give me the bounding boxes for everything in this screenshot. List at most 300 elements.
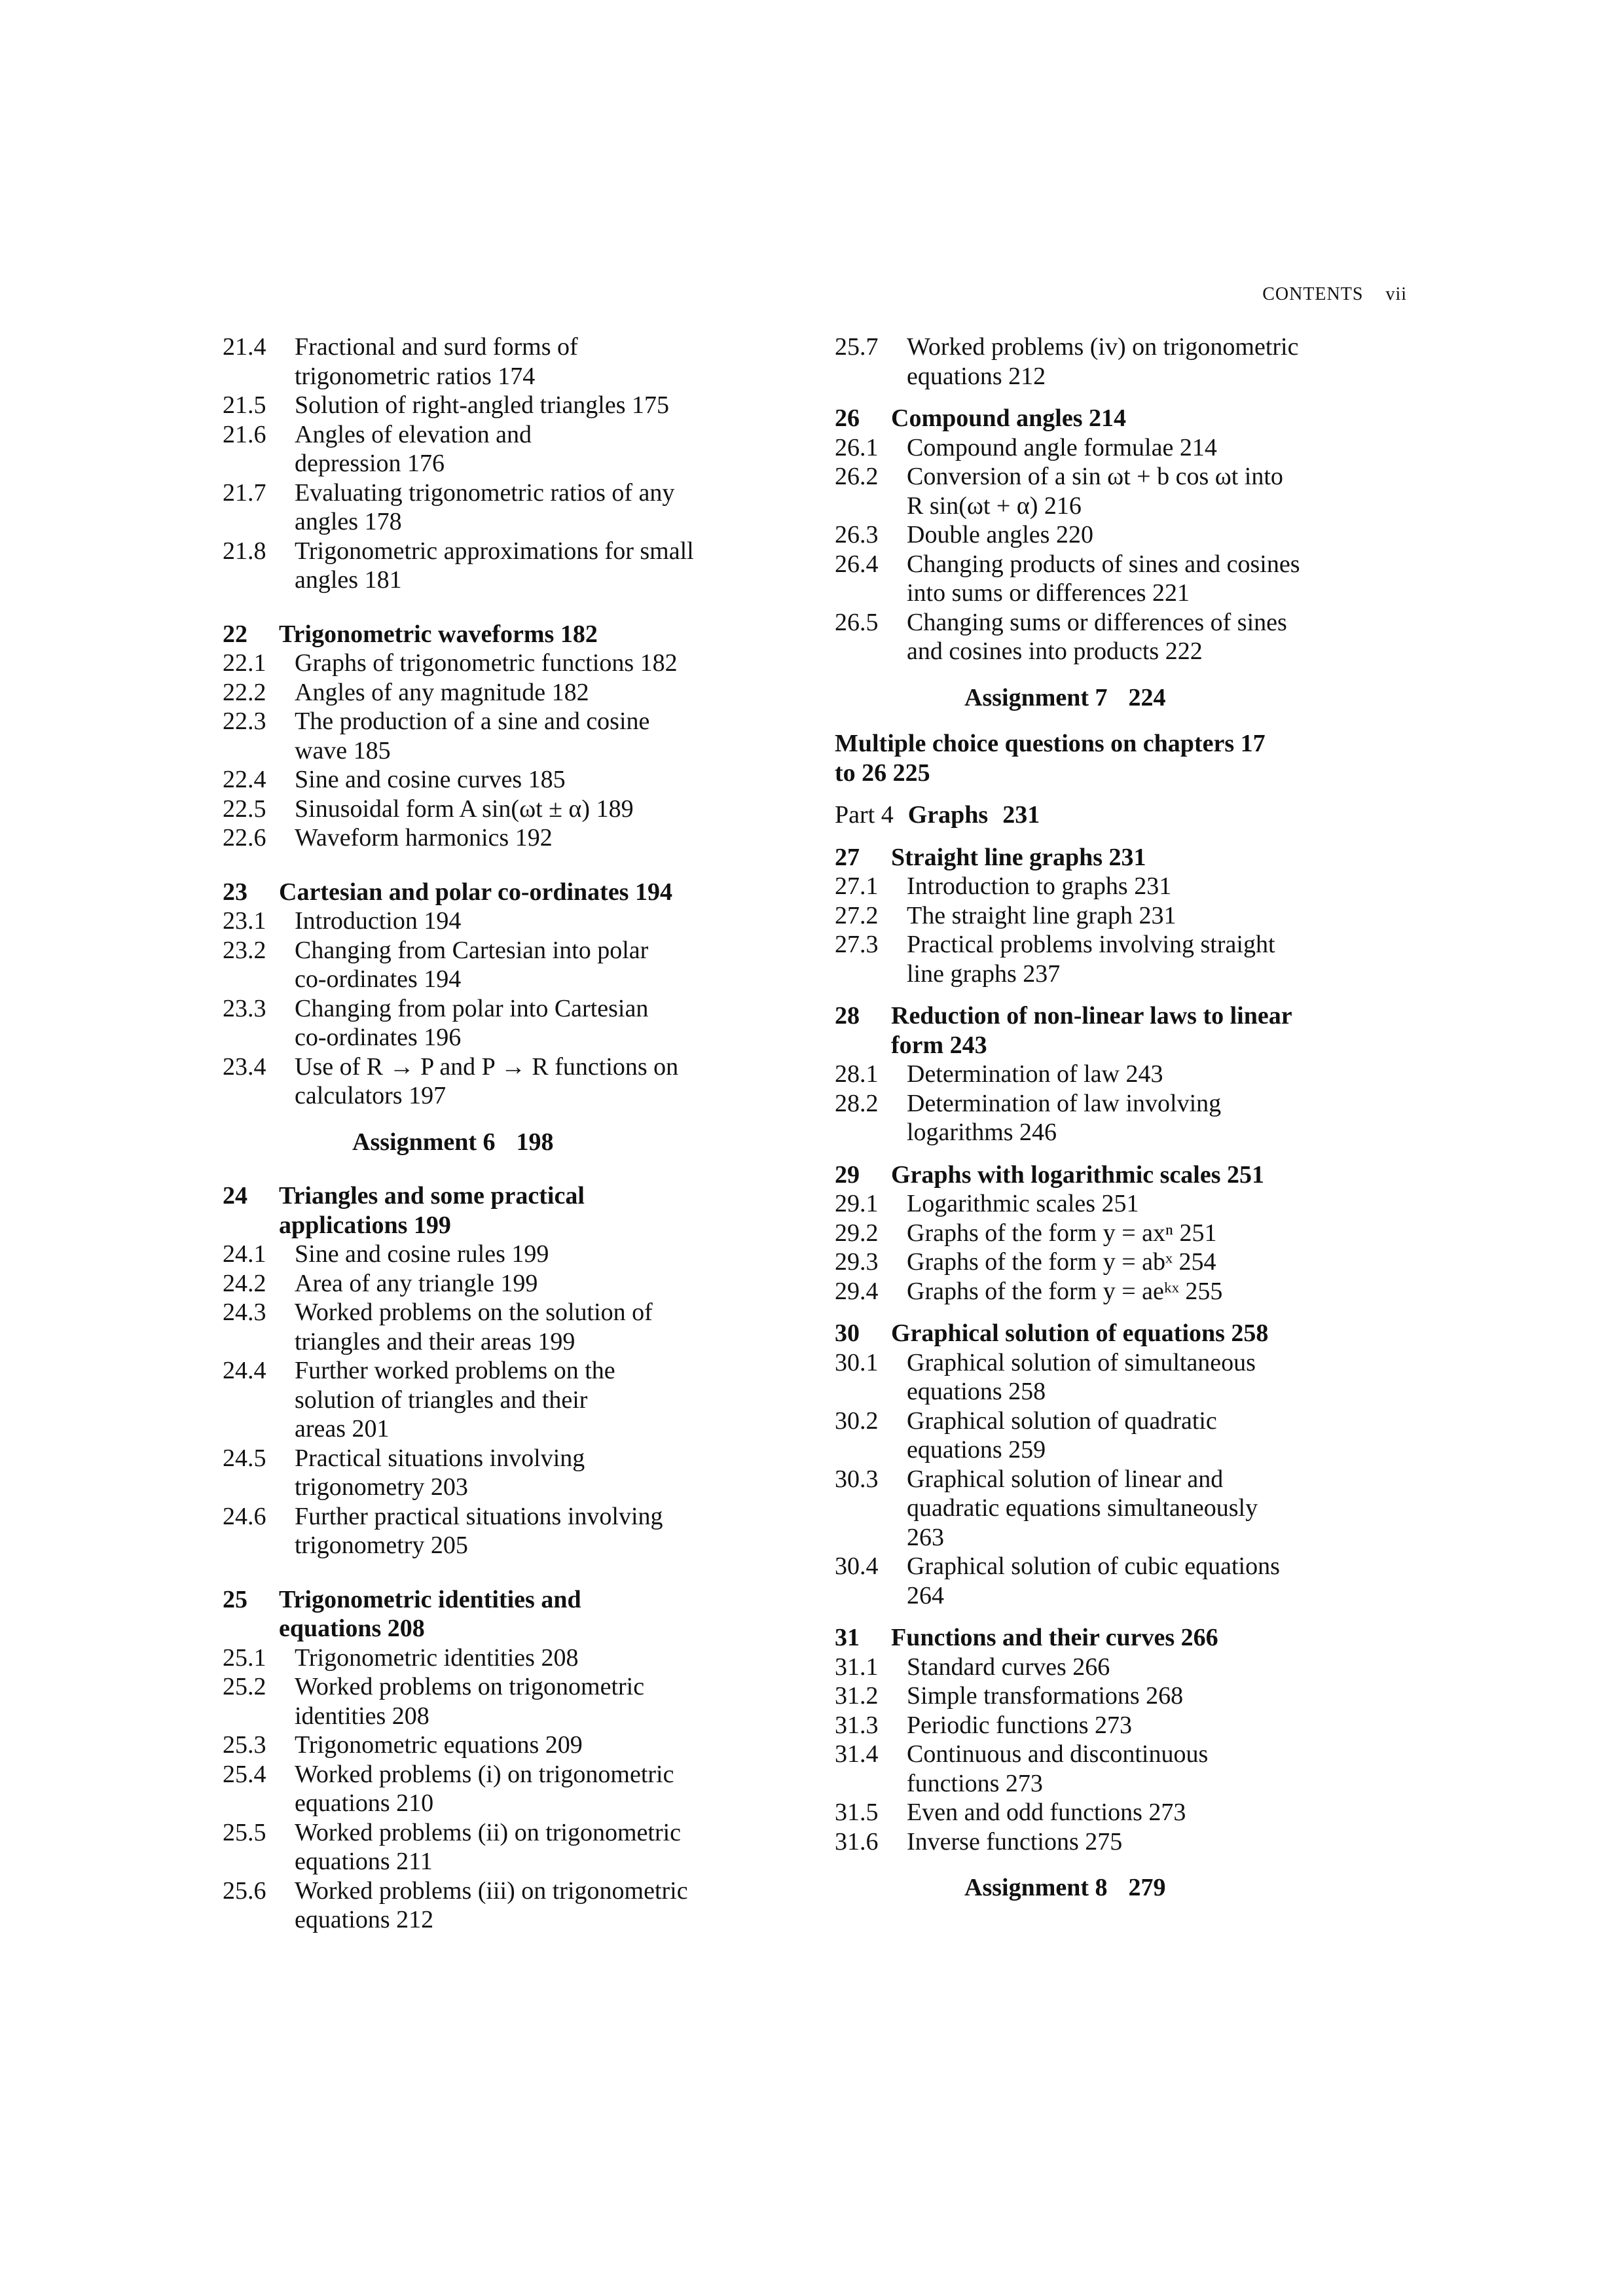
section-title bbox=[907, 608, 1411, 666]
section-title bbox=[907, 462, 1411, 520]
section-number: 22.2 bbox=[223, 678, 266, 706]
toc-section-entry bbox=[223, 1240, 799, 1269]
section-title bbox=[907, 1089, 1411, 1147]
section-number: 31.2 bbox=[835, 1682, 879, 1710]
chapter-number: 22 bbox=[223, 620, 247, 648]
toc-section-entry bbox=[835, 608, 1411, 666]
toc-section-entry bbox=[223, 391, 799, 420]
section-number: 31.4 bbox=[835, 1740, 879, 1768]
section-number: 27.2 bbox=[835, 901, 879, 929]
section-title-line: Worked problems (iii) on trigonometric bbox=[295, 1876, 688, 1905]
chapter-title bbox=[891, 843, 1411, 872]
section-title bbox=[907, 1348, 1411, 1407]
chapter-number: 25 bbox=[223, 1585, 247, 1613]
section-title-line: Practical situations involving bbox=[295, 1444, 585, 1472]
section-number: 30.3 bbox=[835, 1465, 879, 1493]
chapter-title bbox=[279, 1181, 799, 1240]
chapter-number: 31 bbox=[835, 1624, 860, 1651]
section-title-line: angles 178 bbox=[295, 508, 402, 535]
section-title-line: Changing sums or differences of sines bbox=[907, 608, 1287, 636]
section-number: 28.2 bbox=[835, 1089, 879, 1117]
section-title-line: Angles of elevation and bbox=[295, 420, 532, 448]
toc-section-entry bbox=[223, 707, 799, 765]
toc-section-entry bbox=[835, 1653, 1411, 1682]
section-number: 24.2 bbox=[223, 1269, 266, 1297]
section-title-line: identities 208 bbox=[295, 1702, 429, 1730]
section-number: 26.1 bbox=[835, 433, 879, 461]
section-title bbox=[907, 1060, 1411, 1089]
section-title-line: co-ordinates 196 bbox=[295, 1024, 462, 1051]
section-number: 21.6 bbox=[223, 420, 266, 448]
contents-right-column bbox=[835, 332, 1411, 1903]
section-title-line: line graphs 237 bbox=[907, 960, 1061, 988]
section-number: 26.2 bbox=[835, 463, 879, 490]
section-title bbox=[907, 1407, 1411, 1465]
section-number: 25.7 bbox=[835, 333, 879, 361]
chapter-number: 23 bbox=[223, 878, 247, 906]
section-title-line: Sine and cosine curves 185 bbox=[295, 766, 566, 793]
section-title bbox=[907, 1552, 1411, 1610]
chapter-title bbox=[279, 620, 799, 649]
running-header bbox=[1262, 281, 1407, 308]
section-number: 22.3 bbox=[223, 708, 266, 735]
chapter-title bbox=[891, 1001, 1411, 1060]
page-number: vii bbox=[1385, 284, 1407, 304]
toc-section-entry bbox=[223, 537, 799, 595]
section-title bbox=[907, 550, 1411, 608]
section-number: 24.3 bbox=[223, 1299, 266, 1326]
section-number: 30.2 bbox=[835, 1407, 879, 1435]
running-title: CONTENTS bbox=[1262, 284, 1364, 304]
toc-section-entry bbox=[223, 420, 799, 478]
toc-chapter-entry bbox=[835, 404, 1411, 433]
section-title bbox=[907, 1653, 1411, 1682]
section-title-line: Graphs of the form y = abˣ 254 bbox=[907, 1248, 1216, 1276]
section-title-line: Sinusoidal form A sin(ωt ± α) 189 bbox=[295, 795, 634, 823]
chapter-title bbox=[891, 1319, 1411, 1348]
toc-section-entry bbox=[223, 1731, 799, 1760]
chapter-title-line: applications 199 bbox=[279, 1211, 451, 1239]
section-title-line: Sine and cosine rules 199 bbox=[295, 1240, 549, 1268]
section-title bbox=[295, 1760, 799, 1818]
toc-section-entry bbox=[835, 1219, 1411, 1248]
chapter-title-line: Cartesian and polar co-ordinates 194 bbox=[279, 878, 672, 906]
section-number: 22.6 bbox=[223, 824, 266, 852]
contents-left-column bbox=[223, 332, 799, 1935]
section-title-line: equations 211 bbox=[295, 1848, 433, 1875]
section-title-line: Changing from Cartesian into polar bbox=[295, 936, 649, 964]
section-title bbox=[907, 901, 1411, 931]
toc-multiple-choice-entry bbox=[835, 729, 1411, 787]
section-title-line: Graphs of the form y = axⁿ 251 bbox=[907, 1219, 1217, 1247]
toc-section-entry bbox=[835, 1247, 1411, 1277]
section-title bbox=[907, 433, 1411, 463]
toc-section-entry bbox=[835, 1407, 1411, 1465]
section-title bbox=[907, 872, 1411, 901]
section-title bbox=[295, 1444, 799, 1502]
section-title-line: Evaluating trigonometric ratios of any bbox=[295, 478, 675, 507]
chapter-title-line: Trigonometric waveforms 182 bbox=[279, 620, 598, 648]
toc-chapter-entry bbox=[835, 1319, 1411, 1348]
section-title-line: Practical problems involving straight bbox=[907, 931, 1275, 958]
assignment-label: Assignment 8 bbox=[964, 1874, 1108, 1901]
toc-section-entry bbox=[835, 1798, 1411, 1827]
toc-section-entry bbox=[223, 1298, 799, 1356]
section-number: 31.5 bbox=[835, 1799, 879, 1826]
section-title-line: Further worked problems on the bbox=[295, 1357, 615, 1384]
section-number: 23.4 bbox=[223, 1052, 266, 1081]
section-title bbox=[907, 1189, 1411, 1219]
toc-chapter-entry bbox=[223, 878, 799, 907]
section-number: 27.3 bbox=[835, 931, 879, 958]
multiple-choice-line: Multiple choice questions on chapters 17 bbox=[835, 730, 1266, 757]
multiple-choice-line: to 26 225 bbox=[835, 759, 930, 787]
section-title-line: Solution of right-angled triangles 175 bbox=[295, 391, 670, 419]
toc-section-entry bbox=[223, 1502, 799, 1560]
section-title-line: trigonometry 205 bbox=[295, 1532, 468, 1559]
section-title-line: Worked problems (ii) on trigonometric bbox=[295, 1818, 682, 1846]
section-number: 24.1 bbox=[223, 1240, 266, 1268]
toc-section-entry bbox=[223, 906, 799, 936]
section-title bbox=[295, 1240, 799, 1269]
section-title-line: calculators 197 bbox=[295, 1082, 447, 1109]
section-title bbox=[907, 930, 1411, 988]
section-title-line: Trigonometric identities 208 bbox=[295, 1643, 579, 1672]
section-title bbox=[295, 420, 799, 478]
section-number: 25.6 bbox=[223, 1876, 266, 1905]
section-title-line: Introduction 194 bbox=[295, 907, 462, 935]
section-number: 30.1 bbox=[835, 1348, 879, 1376]
toc-section-entry bbox=[835, 1740, 1411, 1798]
toc-section-entry bbox=[223, 795, 799, 824]
section-title bbox=[907, 332, 1411, 391]
section-title-line: Worked problems on the solution of bbox=[295, 1299, 653, 1326]
toc-chapter-entry bbox=[835, 1623, 1411, 1653]
section-title-line: Fractional and surd forms of bbox=[295, 333, 578, 361]
section-title-line: Determination of law 243 bbox=[907, 1060, 1163, 1088]
toc-section-entry bbox=[223, 994, 799, 1052]
section-number: 31.1 bbox=[835, 1653, 879, 1681]
toc-section-entry bbox=[835, 1827, 1411, 1857]
toc-section-entry bbox=[835, 462, 1411, 520]
section-title bbox=[907, 1681, 1411, 1711]
section-number: 23.1 bbox=[223, 907, 266, 935]
section-title bbox=[907, 1277, 1411, 1306]
assignment-page: 198 bbox=[516, 1128, 554, 1156]
section-title bbox=[295, 537, 799, 595]
section-number: 25.1 bbox=[223, 1643, 266, 1672]
section-title-line: Changing products of sines and cosines bbox=[907, 550, 1300, 578]
chapter-number: 30 bbox=[835, 1319, 860, 1347]
section-number: 21.5 bbox=[223, 391, 266, 419]
section-title-line: Double angles 220 bbox=[907, 521, 1093, 548]
section-title-line: equations 258 bbox=[907, 1378, 1046, 1405]
toc-section-entry bbox=[223, 936, 799, 994]
section-title bbox=[295, 1876, 799, 1935]
section-title-line: quadratic equations simultaneously bbox=[907, 1494, 1258, 1522]
section-title bbox=[907, 520, 1411, 550]
chapter-title bbox=[891, 404, 1411, 433]
section-title-line: Continuous and discontinuous bbox=[907, 1740, 1209, 1768]
section-title-line: Worked problems (iv) on trigonometric bbox=[907, 333, 1299, 361]
toc-section-entry bbox=[223, 332, 799, 391]
section-title bbox=[295, 707, 799, 765]
section-title bbox=[295, 1672, 799, 1731]
section-number: 24.4 bbox=[223, 1357, 266, 1384]
section-number: 26.4 bbox=[835, 550, 879, 578]
section-title-line: Simple transformations 268 bbox=[907, 1682, 1184, 1710]
chapter-number: 29 bbox=[835, 1160, 860, 1189]
section-title-line: Logarithmic scales 251 bbox=[907, 1190, 1139, 1217]
toc-assignment-entry bbox=[352, 1128, 799, 1157]
chapter-title-line: Compound angles 214 bbox=[891, 404, 1126, 432]
section-title-line: logarithms 246 bbox=[907, 1119, 1057, 1146]
chapter-title-line: Functions and their curves 266 bbox=[891, 1624, 1218, 1651]
part-page: 231 bbox=[1002, 801, 1040, 829]
section-title bbox=[907, 1711, 1411, 1740]
toc-section-entry bbox=[223, 1269, 799, 1299]
section-title-line: Graphical solution of linear and bbox=[907, 1465, 1224, 1493]
section-title bbox=[295, 1731, 799, 1760]
chapter-title bbox=[279, 878, 799, 907]
chapter-title-line: equations 208 bbox=[279, 1615, 425, 1642]
chapter-title-line: Straight line graphs 231 bbox=[891, 843, 1146, 871]
section-title-line: Trigonometric approximations for small bbox=[295, 537, 694, 565]
section-title-line: solution of triangles and their bbox=[295, 1386, 588, 1414]
section-title-line: Graphs of the form y = aeᵏˣ 255 bbox=[907, 1277, 1223, 1305]
section-title bbox=[295, 1643, 799, 1673]
toc-section-entry bbox=[223, 1356, 799, 1444]
section-title-line: triangles and their areas 199 bbox=[295, 1327, 575, 1355]
section-title-line: The straight line graph 231 bbox=[907, 901, 1176, 929]
toc-section-entry bbox=[835, 1277, 1411, 1306]
toc-assignment-entry bbox=[964, 1873, 1411, 1903]
assignment-label: Assignment 6 bbox=[352, 1128, 496, 1156]
section-number: 21.4 bbox=[223, 333, 266, 361]
section-title-line: and cosines into products 222 bbox=[907, 637, 1203, 665]
section-title-line: angles 181 bbox=[295, 566, 402, 594]
section-title-line: Compound angle formulae 214 bbox=[907, 433, 1217, 461]
section-title-line: equations 210 bbox=[295, 1789, 434, 1817]
toc-section-entry bbox=[223, 649, 799, 678]
toc-section-entry bbox=[223, 823, 799, 853]
toc-chapter-entry bbox=[223, 1585, 799, 1643]
section-title bbox=[907, 1465, 1411, 1552]
section-number: 24.6 bbox=[223, 1502, 266, 1530]
toc-section-entry bbox=[835, 520, 1411, 550]
section-number: 23.3 bbox=[223, 994, 266, 1022]
section-title bbox=[295, 1818, 799, 1876]
toc-part-entry bbox=[835, 800, 1411, 830]
section-title-line: Graphical solution of simultaneous bbox=[907, 1348, 1256, 1376]
section-title-line: Further practical situations involving bbox=[295, 1502, 663, 1530]
section-title-line: trigonometry 203 bbox=[295, 1473, 468, 1501]
section-title bbox=[295, 1269, 799, 1299]
toc-chapter-entry bbox=[835, 1160, 1411, 1190]
section-title-line: Angles of any magnitude 182 bbox=[295, 678, 589, 706]
toc-section-entry bbox=[835, 433, 1411, 463]
section-number: 22.5 bbox=[223, 795, 266, 823]
section-number: 24.5 bbox=[223, 1444, 266, 1472]
chapter-title-line: Graphical solution of equations 258 bbox=[891, 1319, 1269, 1347]
section-number: 25.2 bbox=[223, 1673, 266, 1700]
section-title bbox=[295, 795, 799, 824]
section-title bbox=[295, 936, 799, 994]
section-title-line: trigonometric ratios 174 bbox=[295, 362, 536, 390]
toc-chapter-entry bbox=[835, 1001, 1411, 1060]
toc-section-entry bbox=[223, 1818, 799, 1876]
section-title-line: functions 273 bbox=[907, 1769, 1043, 1797]
section-number: 29.2 bbox=[835, 1219, 879, 1247]
chapter-title-line: Trigonometric identities and bbox=[279, 1585, 581, 1613]
toc-section-entry bbox=[835, 1348, 1411, 1407]
section-title bbox=[907, 1798, 1411, 1827]
toc-section-entry bbox=[835, 930, 1411, 988]
toc-section-entry bbox=[835, 1711, 1411, 1740]
toc-section-entry bbox=[835, 1552, 1411, 1610]
section-title bbox=[907, 1247, 1411, 1277]
section-number: 25.5 bbox=[223, 1818, 266, 1846]
section-title bbox=[907, 1219, 1411, 1248]
chapter-number: 28 bbox=[835, 1002, 860, 1030]
toc-section-entry bbox=[835, 901, 1411, 931]
section-title-line: R sin(ωt + α) 216 bbox=[907, 492, 1082, 520]
section-title-line: 263 bbox=[907, 1523, 944, 1551]
section-title bbox=[295, 1052, 799, 1111]
chapter-title bbox=[891, 1623, 1411, 1653]
toc-section-entry bbox=[835, 1465, 1411, 1552]
section-title-line: into sums or differences 221 bbox=[907, 579, 1190, 607]
toc-section-entry bbox=[223, 1876, 799, 1935]
section-title-line: The production of a sine and cosine bbox=[295, 708, 650, 735]
chapter-number: 26 bbox=[835, 404, 860, 432]
chapter-title-line: Reduction of non-linear laws to linear bbox=[891, 1002, 1292, 1030]
section-title-line: co-ordinates 194 bbox=[295, 965, 462, 993]
toc-section-entry bbox=[835, 1089, 1411, 1147]
section-title-line: Conversion of a sin ωt + b cos ωt into bbox=[907, 463, 1283, 490]
section-title-line: Worked problems (i) on trigonometric bbox=[295, 1760, 674, 1788]
toc-section-entry bbox=[223, 1760, 799, 1818]
section-title bbox=[295, 1298, 799, 1356]
section-number: 27.1 bbox=[835, 872, 879, 900]
section-number: 28.1 bbox=[835, 1060, 879, 1088]
section-title bbox=[907, 1827, 1411, 1857]
section-title-line: equations 212 bbox=[907, 362, 1046, 390]
section-title-line: Standard curves 266 bbox=[907, 1653, 1110, 1681]
section-title-line: equations 212 bbox=[295, 1906, 434, 1933]
toc-assignment-entry bbox=[964, 683, 1411, 713]
toc-section-entry bbox=[835, 550, 1411, 608]
section-title-line: Introduction to graphs 231 bbox=[907, 872, 1172, 900]
toc-chapter-entry bbox=[835, 843, 1411, 872]
section-title-line: equations 259 bbox=[907, 1436, 1046, 1463]
section-number: 26.5 bbox=[835, 608, 879, 636]
section-title bbox=[295, 994, 799, 1052]
section-title-line: Determination of law involving bbox=[907, 1089, 1222, 1117]
section-number: 25.3 bbox=[223, 1731, 266, 1759]
chapter-title bbox=[279, 1585, 799, 1643]
toc-section-entry bbox=[835, 332, 1411, 391]
toc-section-entry bbox=[223, 1444, 799, 1502]
section-title-line: 264 bbox=[907, 1581, 944, 1609]
toc-section-entry bbox=[223, 1672, 799, 1731]
toc-section-entry bbox=[223, 678, 799, 708]
chapter-number: 24 bbox=[223, 1182, 247, 1210]
section-number: 22.4 bbox=[223, 766, 266, 793]
section-number: 21.7 bbox=[223, 478, 266, 507]
section-title bbox=[295, 332, 799, 391]
section-number: 26.3 bbox=[835, 521, 879, 548]
chapter-number: 27 bbox=[835, 843, 860, 871]
section-title-line: Graphs of trigonometric functions 182 bbox=[295, 649, 678, 677]
toc-chapter-entry bbox=[223, 1181, 799, 1240]
section-title bbox=[295, 765, 799, 795]
chapter-title-line: form 243 bbox=[891, 1031, 987, 1059]
toc-section-entry bbox=[223, 1052, 799, 1111]
section-number: 21.8 bbox=[223, 537, 266, 565]
toc-section-entry bbox=[835, 872, 1411, 901]
section-title-line: Graphical solution of cubic equations bbox=[907, 1552, 1280, 1580]
section-title-line: Use of R → P and P → R functions on bbox=[295, 1052, 679, 1081]
part-title: Graphs bbox=[907, 801, 989, 829]
chapter-title-line: Triangles and some practical bbox=[279, 1182, 585, 1210]
section-number: 29.3 bbox=[835, 1248, 879, 1276]
assignment-label: Assignment 7 bbox=[964, 683, 1108, 711]
section-title-line: depression 176 bbox=[295, 450, 445, 477]
section-number: 29.4 bbox=[835, 1277, 879, 1305]
section-title bbox=[295, 649, 799, 678]
section-title-line: Trigonometric equations 209 bbox=[295, 1731, 583, 1759]
assignment-page: 279 bbox=[1128, 1874, 1166, 1901]
section-title bbox=[295, 823, 799, 853]
toc-section-entry bbox=[835, 1060, 1411, 1089]
section-title bbox=[295, 478, 799, 537]
section-title bbox=[295, 906, 799, 936]
section-title-line: Even and odd functions 273 bbox=[907, 1799, 1186, 1826]
section-title-line: areas 201 bbox=[295, 1415, 390, 1443]
chapter-title-line: Graphs with logarithmic scales 251 bbox=[891, 1160, 1264, 1189]
section-title-line: Periodic functions 273 bbox=[907, 1711, 1133, 1739]
toc-section-entry bbox=[835, 1681, 1411, 1711]
toc-section-entry bbox=[223, 478, 799, 537]
section-title bbox=[295, 1356, 799, 1444]
section-number: 23.2 bbox=[223, 936, 266, 964]
section-title-line: wave 185 bbox=[295, 736, 391, 764]
toc-section-entry bbox=[223, 1643, 799, 1673]
chapter-title bbox=[891, 1160, 1411, 1190]
section-title-line: Changing from polar into Cartesian bbox=[295, 994, 649, 1022]
section-title-line: Worked problems on trigonometric bbox=[295, 1673, 645, 1700]
section-title-line: Graphical solution of quadratic bbox=[907, 1407, 1217, 1435]
toc-section-entry bbox=[835, 1189, 1411, 1219]
section-title-line: Waveform harmonics 192 bbox=[295, 824, 553, 852]
section-number: 31.6 bbox=[835, 1827, 879, 1856]
section-title bbox=[907, 1740, 1411, 1798]
toc-chapter-entry bbox=[223, 620, 799, 649]
section-title bbox=[295, 678, 799, 708]
section-title-line: Inverse functions 275 bbox=[907, 1827, 1123, 1856]
assignment-page: 224 bbox=[1128, 683, 1166, 711]
part-label: Part 4 bbox=[835, 801, 894, 829]
section-number: 30.4 bbox=[835, 1552, 879, 1580]
section-number: 31.3 bbox=[835, 1711, 879, 1739]
section-title bbox=[295, 391, 799, 420]
toc-section-entry bbox=[223, 765, 799, 795]
section-number: 22.1 bbox=[223, 649, 266, 677]
section-title-line: Area of any triangle 199 bbox=[295, 1269, 538, 1297]
section-number: 25.4 bbox=[223, 1760, 266, 1788]
section-number: 29.1 bbox=[835, 1190, 879, 1217]
